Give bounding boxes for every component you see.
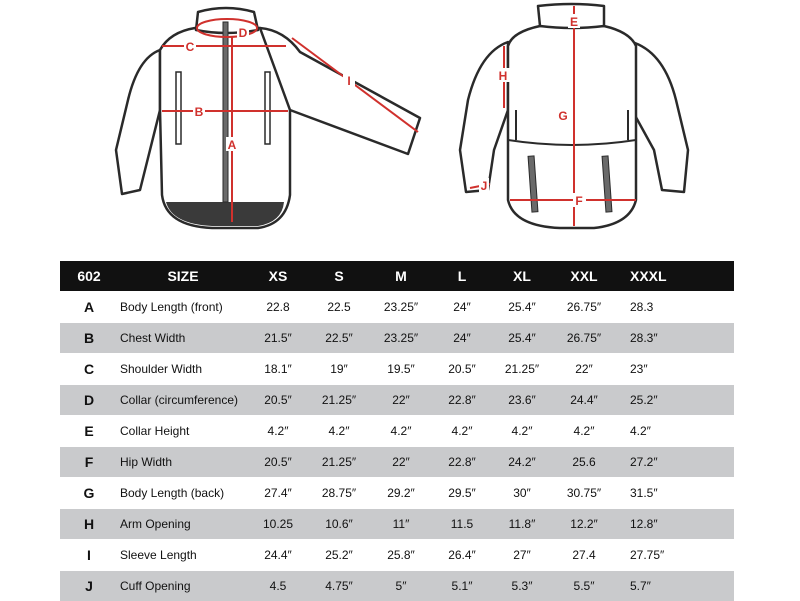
size-value-s: 25.2″	[308, 539, 370, 570]
size-value-m: 29.2″	[370, 477, 432, 508]
measurement-name: Body Length (back)	[118, 477, 248, 508]
size-value-l: 22.8″	[432, 446, 492, 477]
table-row	[60, 539, 734, 570]
measurement-name: Shoulder Width	[118, 353, 248, 384]
size-value-l: 5.1″	[432, 570, 492, 601]
size-value-xxxl: 28.3″	[616, 322, 734, 353]
size-value-s: 22.5″	[308, 322, 370, 353]
measurement-letter: A	[60, 291, 118, 322]
size-value-xxl: 24.4″	[552, 384, 616, 415]
size-value-m: 22″	[370, 446, 432, 477]
size-value-xxxl: 25.2″	[616, 384, 734, 415]
size-value-m: 11″	[370, 508, 432, 539]
header-size-xl: XL	[492, 261, 552, 291]
size-value-m: 19.5″	[370, 353, 432, 384]
table-row	[60, 415, 734, 446]
size-value-l: 26.4″	[432, 539, 492, 570]
header-size-xxxl: XXXL	[616, 261, 734, 291]
measurement-letter: D	[60, 384, 118, 415]
table-row	[60, 477, 734, 508]
header-size-xs: XS	[248, 261, 308, 291]
header-size-m: M	[370, 261, 432, 291]
measurement-name: Arm Opening	[118, 508, 248, 539]
measurement-letter: J	[60, 570, 118, 601]
size-value-s: 21.25″	[308, 446, 370, 477]
measurement-name: Cuff Opening	[118, 570, 248, 601]
size-value-xl: 5.3″	[492, 570, 552, 601]
size-value-xl: 27″	[492, 539, 552, 570]
size-value-xs: 10.25	[248, 508, 308, 539]
label-i: I	[347, 74, 351, 88]
label-g: G	[558, 109, 568, 123]
header-corner: 602	[60, 261, 118, 291]
size-value-xxl: 27.4	[552, 539, 616, 570]
size-value-xl: 25.4″	[492, 291, 552, 322]
header-row	[60, 261, 734, 291]
measurement-name: Collar (circumference)	[118, 384, 248, 415]
size-value-l: 24″	[432, 322, 492, 353]
measurement-name: Collar Height	[118, 415, 248, 446]
size-value-xxl: 5.5″	[552, 570, 616, 601]
size-table-body	[60, 291, 734, 601]
size-value-s: 19″	[308, 353, 370, 384]
measurement-letter: G	[60, 477, 118, 508]
jacket-diagram-svg	[0, 0, 800, 255]
size-value-xl: 4.2″	[492, 415, 552, 446]
size-value-xxxl: 4.2″	[616, 415, 734, 446]
size-value-xxxl: 27.75″	[616, 539, 734, 570]
header-size-l: L	[432, 261, 492, 291]
header-size-xxl: XXL	[552, 261, 616, 291]
size-chart-table	[60, 261, 734, 601]
size-value-l: 24″	[432, 291, 492, 322]
size-value-xs: 20.5″	[248, 446, 308, 477]
size-value-xxl: 26.75″	[552, 291, 616, 322]
size-value-xs: 20.5″	[248, 384, 308, 415]
size-value-xxl: 12.2″	[552, 508, 616, 539]
measurement-letter: B	[60, 322, 118, 353]
label-h: H	[498, 69, 508, 83]
size-value-m: 5″	[370, 570, 432, 601]
size-value-m: 22″	[370, 384, 432, 415]
size-value-xl: 24.2″	[492, 446, 552, 477]
size-value-l: 22.8″	[432, 384, 492, 415]
table-row	[60, 508, 734, 539]
size-value-xl: 25.4″	[492, 322, 552, 353]
size-value-xl: 30″	[492, 477, 552, 508]
size-value-xxxl: 27.2″	[616, 446, 734, 477]
table-row	[60, 353, 734, 384]
size-value-xs: 24.4″	[248, 539, 308, 570]
size-value-xs: 21.5″	[248, 322, 308, 353]
jacket-diagram	[0, 0, 800, 255]
measurement-name: Hip Width	[118, 446, 248, 477]
label-j: J	[480, 179, 488, 193]
size-value-xl: 23.6″	[492, 384, 552, 415]
table-row	[60, 322, 734, 353]
size-value-s: 4.2″	[308, 415, 370, 446]
size-value-xxl: 30.75″	[552, 477, 616, 508]
size-value-m: 4.2″	[370, 415, 432, 446]
size-value-s: 4.75″	[308, 570, 370, 601]
size-value-xxxl: 28.3	[616, 291, 734, 322]
size-value-xl: 21.25″	[492, 353, 552, 384]
size-value-xxl: 4.2″	[552, 415, 616, 446]
size-value-m: 23.25″	[370, 291, 432, 322]
label-b: B	[194, 105, 204, 119]
size-value-xs: 4.5	[248, 570, 308, 601]
size-value-xxxl: 5.7″	[616, 570, 734, 601]
size-value-xxl: 22″	[552, 353, 616, 384]
table-row	[60, 384, 734, 415]
size-value-l: 11.5	[432, 508, 492, 539]
header-size: SIZE	[118, 261, 248, 291]
label-c: C	[185, 40, 195, 54]
table-row	[60, 291, 734, 322]
size-value-l: 4.2″	[432, 415, 492, 446]
size-value-s: 28.75″	[308, 477, 370, 508]
measurement-letter: F	[60, 446, 118, 477]
size-value-xxl: 26.75″	[552, 322, 616, 353]
header-size-s: S	[308, 261, 370, 291]
size-value-s: 22.5	[308, 291, 370, 322]
size-value-xs: 22.8	[248, 291, 308, 322]
size-value-xs: 27.4″	[248, 477, 308, 508]
table-row	[60, 570, 734, 601]
table-row	[60, 446, 734, 477]
size-value-xs: 18.1″	[248, 353, 308, 384]
measurement-letter: H	[60, 508, 118, 539]
size-value-xxxl: 12.8″	[616, 508, 734, 539]
label-a: A	[227, 138, 237, 152]
measurement-letter: I	[60, 539, 118, 570]
size-value-m: 25.8″	[370, 539, 432, 570]
label-e: E	[569, 15, 579, 29]
size-value-xxxl: 31.5″	[616, 477, 734, 508]
size-value-xl: 11.8″	[492, 508, 552, 539]
size-value-s: 21.25″	[308, 384, 370, 415]
size-table-header	[60, 261, 734, 291]
label-d: D	[238, 26, 248, 40]
size-value-xxl: 25.6	[552, 446, 616, 477]
size-value-l: 20.5″	[432, 353, 492, 384]
size-value-xs: 4.2″	[248, 415, 308, 446]
size-value-l: 29.5″	[432, 477, 492, 508]
size-value-m: 23.25″	[370, 322, 432, 353]
measurement-name: Body Length (front)	[118, 291, 248, 322]
front-pocket-left	[176, 72, 181, 144]
front-pocket-right	[265, 72, 270, 144]
measurement-letter: E	[60, 415, 118, 446]
label-f: F	[575, 194, 583, 208]
size-value-xxxl: 23″	[616, 353, 734, 384]
measurement-name: Chest Width	[118, 322, 248, 353]
measurement-letter: C	[60, 353, 118, 384]
size-value-s: 10.6″	[308, 508, 370, 539]
measurement-name: Sleeve Length	[118, 539, 248, 570]
